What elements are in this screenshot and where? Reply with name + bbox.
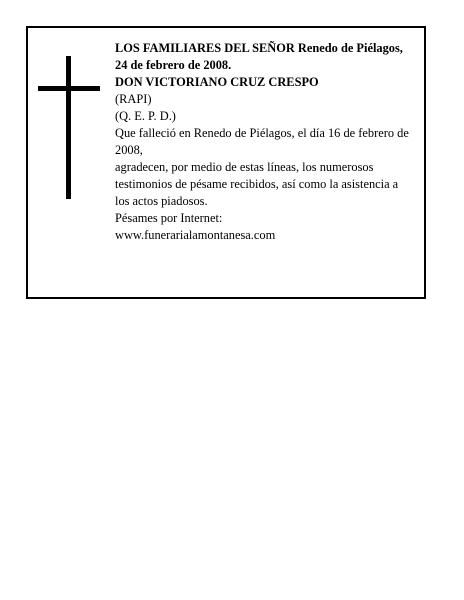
cross-horizontal-bar [38, 86, 100, 91]
thanks-text: agradecen, por medio de estas líneas, los numerosos testimonios de pésame recibidos, así como la asistencia a los actos piadosos. [115, 160, 399, 208]
death-info: Que falleció en Renedo de Piélagos, el día 16 de febrero de 2008, [115, 126, 409, 157]
notice-text [115, 40, 415, 244]
cross-vertical-bar [66, 56, 71, 199]
deceased-name: DON VICTORIANO CRUZ CRESPO [115, 75, 319, 89]
rip-abbreviation: (Q. E. P. D.) [115, 109, 176, 123]
latin-cross-icon [38, 56, 100, 199]
website-link[interactable]: www.funerarialamontanesa.com [115, 228, 276, 242]
notice-heading: LOS FAMILIARES DEL SEÑOR Renedo de Piélagos, 24 de febrero de 2008. [115, 41, 403, 72]
deceased-nickname: (RAPI) [115, 92, 152, 106]
obituary-notice [26, 26, 426, 299]
condolences-label: Pésames por Internet: [115, 211, 223, 225]
